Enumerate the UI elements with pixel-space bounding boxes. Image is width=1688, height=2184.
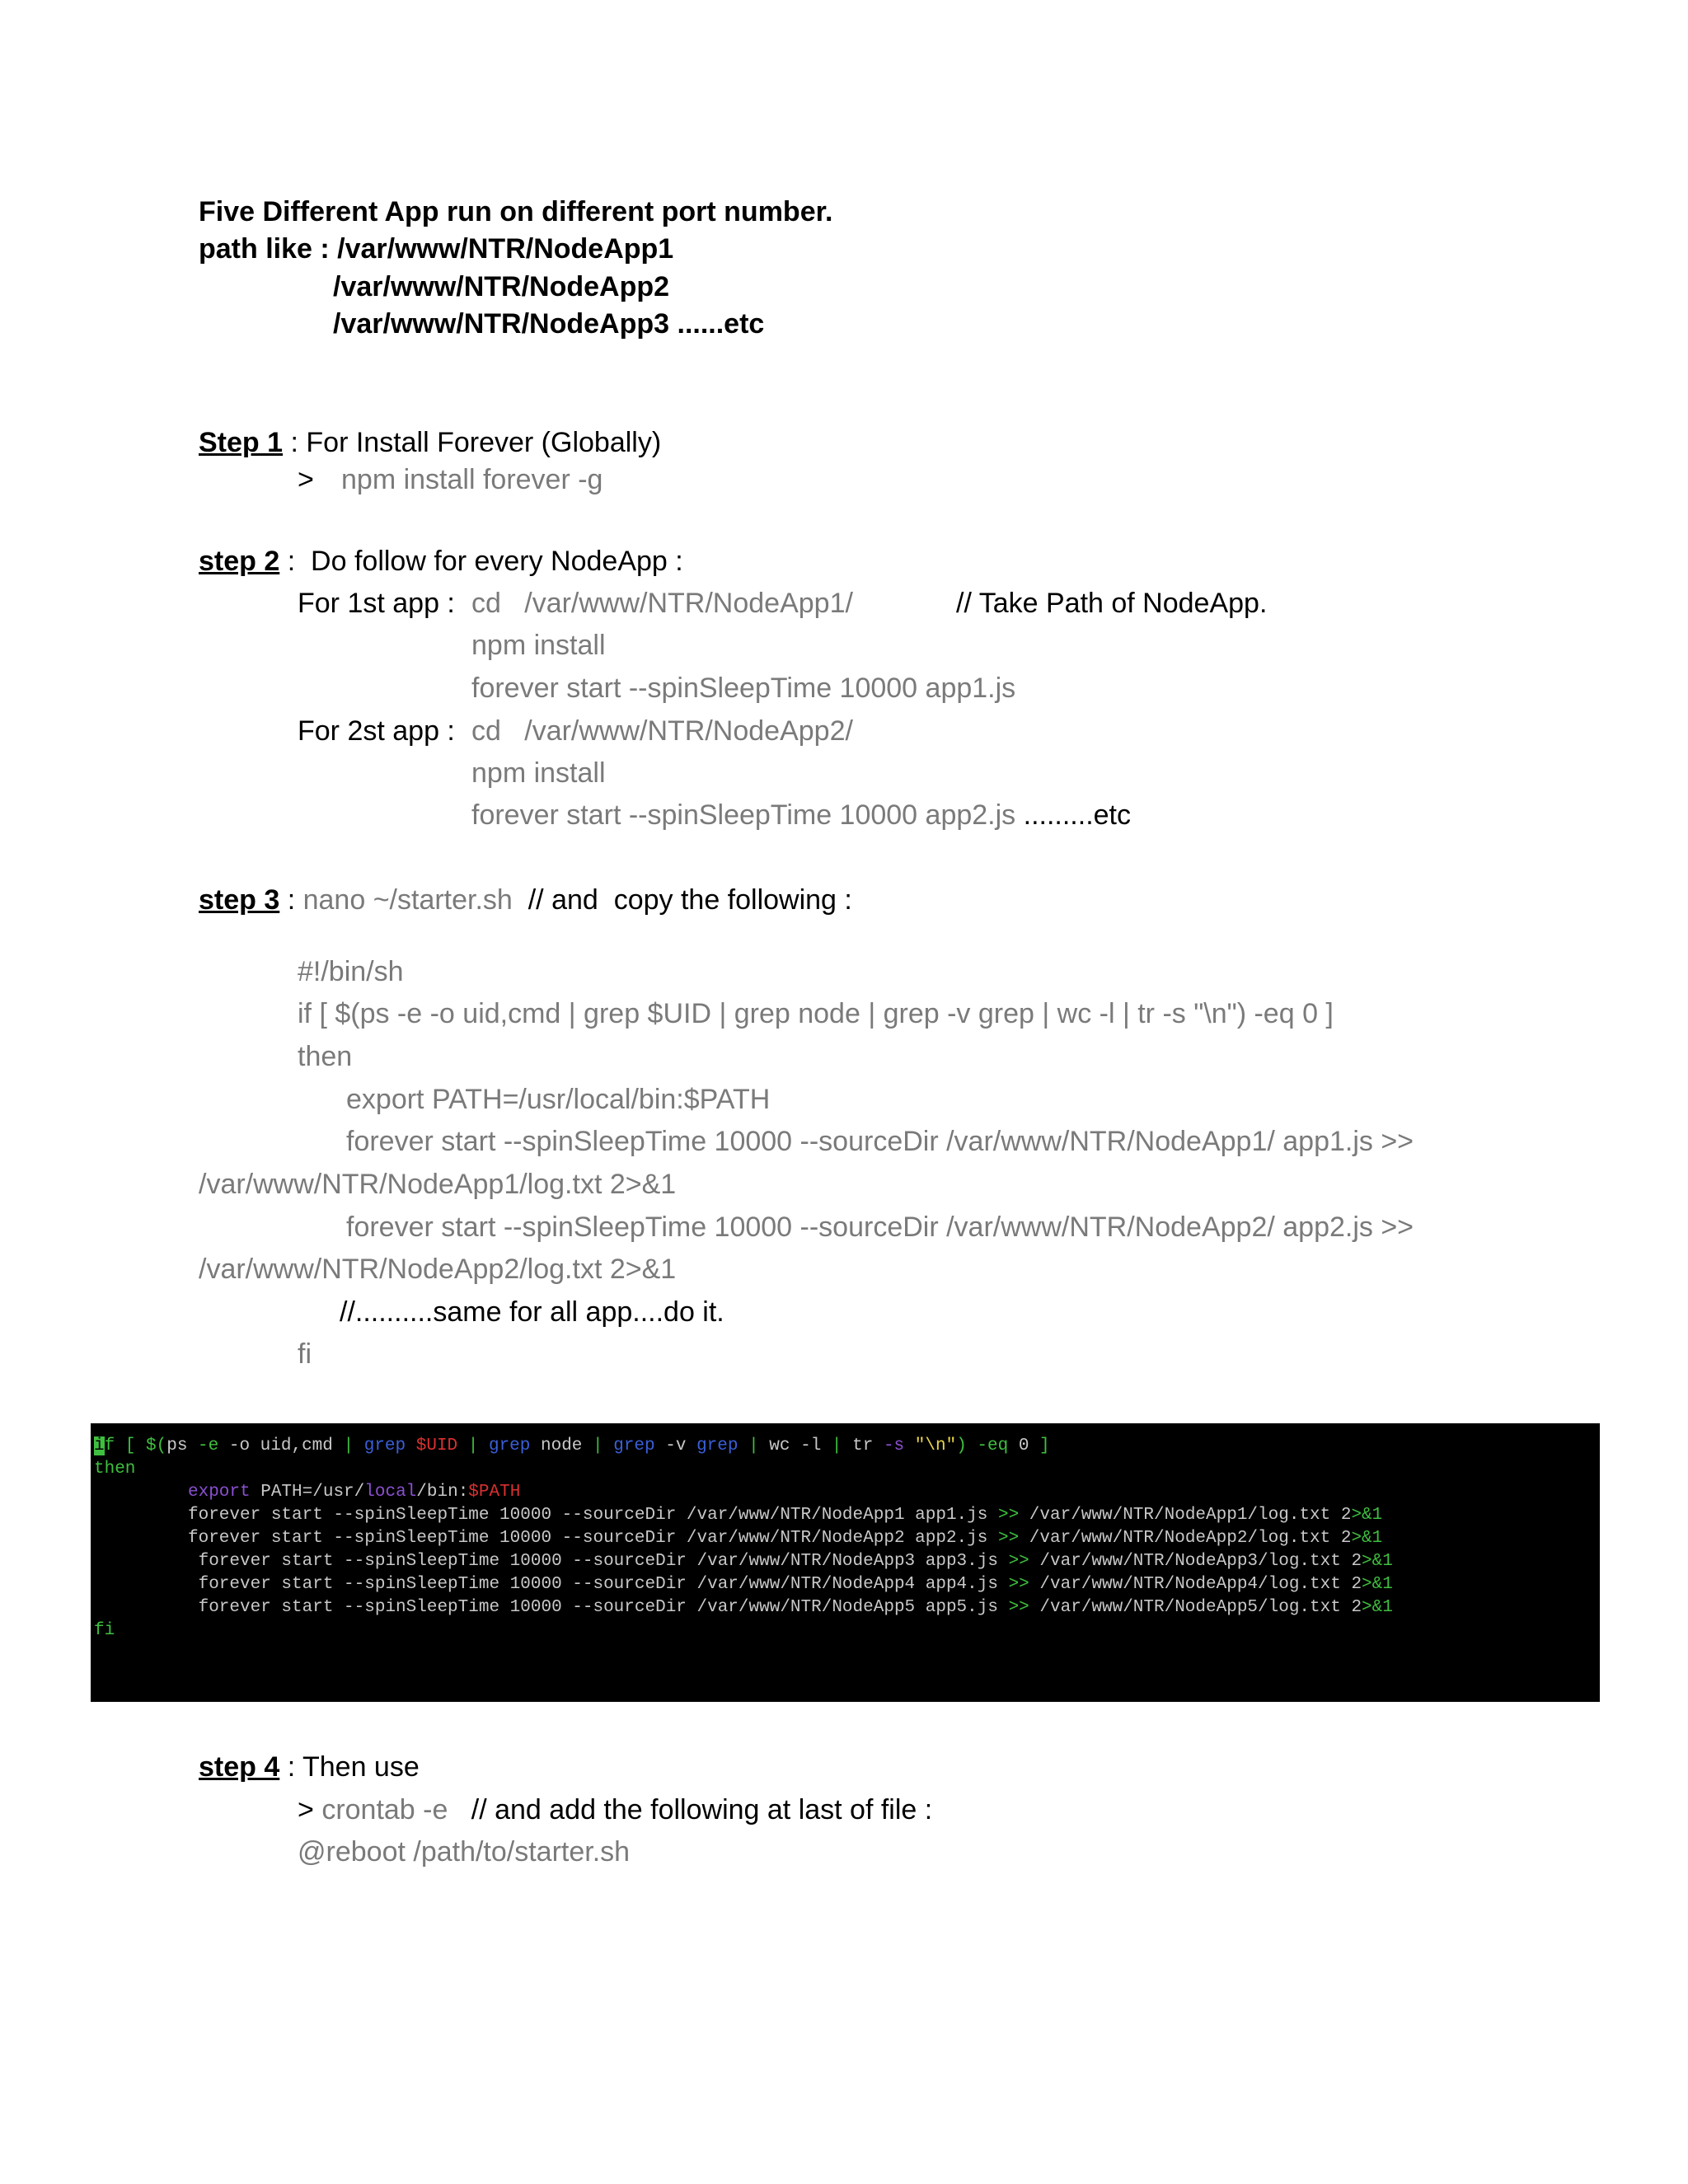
step1-label: Step 1 xyxy=(199,427,284,458)
script-line: then xyxy=(298,1041,353,1072)
terminal-token: >> xyxy=(997,1529,1020,1548)
terminal-token: >> xyxy=(1008,1598,1029,1617)
terminal-token: -eq xyxy=(977,1436,1009,1455)
terminal-token: grep xyxy=(696,1436,738,1455)
app2-etc: .........etc xyxy=(1015,799,1132,831)
terminal-token: grep xyxy=(354,1436,416,1455)
terminal-token: $PATH xyxy=(468,1483,521,1502)
step3-heading xyxy=(199,884,852,916)
terminal-token: >> xyxy=(1008,1552,1029,1571)
terminal-token: grep xyxy=(478,1436,531,1455)
terminal-token: $UID xyxy=(415,1436,458,1455)
script-line: /var/www/NTR/NodeApp2/log.txt 2>&1 xyxy=(199,1254,677,1285)
script-line: forever start --spinSleepTime 10000 --sourceDir /var/www/NTR/NodeApp2/ app2.js >> xyxy=(346,1212,1414,1243)
terminal-line-if xyxy=(94,1435,1050,1458)
step1-heading xyxy=(199,427,661,459)
terminal-token: >&1 xyxy=(1362,1552,1393,1571)
step2-desc: : Do follow for every NodeApp : xyxy=(279,546,683,577)
terminal-line-then: then xyxy=(94,1460,136,1479)
terminal-screenshot xyxy=(91,1423,1600,1702)
terminal-token: | xyxy=(343,1436,354,1455)
step3-command: nano ~/starter.sh xyxy=(302,884,513,916)
terminal-line-forever xyxy=(188,1504,1382,1527)
terminal-token: >> xyxy=(1008,1575,1029,1594)
step4-prompt: > xyxy=(298,1794,322,1825)
terminal-token: /usr/ xyxy=(312,1483,365,1502)
step4-command-line xyxy=(298,1794,932,1826)
terminal-token: 0 xyxy=(1008,1436,1040,1455)
terminal-token: >> xyxy=(997,1506,1020,1525)
app2-cd-command: cd /var/www/NTR/NodeApp2/ xyxy=(471,715,853,747)
script-line: export PATH=/usr/local/bin:$PATH xyxy=(346,1084,771,1115)
terminal-token: >&1 xyxy=(1362,1598,1393,1617)
terminal-token: >&1 xyxy=(1351,1506,1383,1525)
app2-label: For 2st app : xyxy=(298,715,455,747)
terminal-line-forever xyxy=(188,1573,1393,1596)
terminal-token: forever start --spinSleepTime 10000 --sourceDir /var/www/NTR/NodeApp2 app2.js xyxy=(188,1529,998,1548)
terminal-token: wc -l xyxy=(758,1436,832,1455)
path-line: /var/www/NTR/NodeApp3 ......etc xyxy=(333,308,765,340)
app2-npm-install: npm install xyxy=(471,757,606,789)
terminal-token: >&1 xyxy=(1362,1575,1393,1594)
terminal-token: node xyxy=(530,1436,593,1455)
step1-command: npm install forever -g xyxy=(341,464,603,495)
terminal-token: "\n" xyxy=(904,1436,957,1455)
step3-label: step 3 xyxy=(199,884,280,916)
terminal-token: | xyxy=(457,1436,479,1455)
terminal-token: grep xyxy=(603,1436,655,1455)
terminal-token: >&1 xyxy=(1351,1529,1383,1548)
step4-command: crontab -e xyxy=(321,1794,448,1825)
terminal-token: f [ $( xyxy=(104,1436,167,1455)
terminal-token: | xyxy=(831,1436,842,1455)
terminal-token: | xyxy=(738,1436,759,1455)
path-line: path like : /var/www/NTR/NodeApp1 xyxy=(199,233,674,265)
app1-label: For 1st app : xyxy=(298,588,455,619)
terminal-token: /var/www/NTR/NodeApp1/log.txt 2 xyxy=(1019,1506,1352,1525)
script-line: if [ $(ps -e -o uid,cmd | grep $UID | grep node | grep -v grep | wc -l | tr -s "\n") -eq 0 ] xyxy=(298,998,1334,1029)
step2-heading xyxy=(199,546,683,578)
step1-desc: : For Install Forever (Globally) xyxy=(283,427,662,458)
terminal-token: export xyxy=(188,1483,251,1502)
step1-prompt: > xyxy=(298,464,314,495)
step3-comment: // and copy the following : xyxy=(512,884,852,916)
terminal-token: forever start --spinSleepTime 10000 --sourceDir /var/www/NTR/NodeApp5 app5.js xyxy=(188,1598,1009,1617)
terminal-line-forever xyxy=(188,1596,1393,1619)
app2-forever-line xyxy=(471,799,1131,832)
terminal-token: /var/www/NTR/NodeApp5/log.txt 2 xyxy=(1029,1598,1362,1617)
step3-sep: : xyxy=(279,884,303,916)
terminal-line-fi: fi xyxy=(94,1621,115,1640)
title-line: Five Different App run on different port number. xyxy=(199,196,833,227)
terminal-token: forever start --spinSleepTime 10000 --sourceDir /var/www/NTR/NodeApp3 app3.js xyxy=(188,1552,1009,1571)
terminal-token: ps xyxy=(166,1436,199,1455)
terminal-token: -e xyxy=(198,1436,219,1455)
terminal-line-export xyxy=(188,1481,520,1504)
path-line: /var/www/NTR/NodeApp2 xyxy=(333,271,670,302)
app2-forever-start: forever start --spinSleepTime 10000 app2.js xyxy=(471,799,1016,831)
terminal-token: /var/www/NTR/NodeApp3/log.txt 2 xyxy=(1029,1552,1362,1571)
step4-desc: : Then use xyxy=(279,1751,420,1783)
terminal-token: forever start --spinSleepTime 10000 --sourceDir /var/www/NTR/NodeApp4 app4.js xyxy=(188,1575,1009,1594)
terminal-cursor: i xyxy=(94,1436,105,1455)
app1-comment: // Take Path of NodeApp. xyxy=(956,588,1268,619)
terminal-token: -o uid,cmd xyxy=(218,1436,344,1455)
terminal-line-forever xyxy=(188,1527,1382,1550)
terminal-token: tr xyxy=(842,1436,884,1455)
terminal-line-forever xyxy=(188,1550,1393,1573)
terminal-token: ] xyxy=(1039,1436,1050,1455)
app1-npm-install: npm install xyxy=(471,630,606,661)
script-comment: //..........same for all app....do it. xyxy=(340,1296,724,1328)
terminal-token: /var/www/NTR/NodeApp4/log.txt 2 xyxy=(1029,1575,1362,1594)
terminal-token: PATH= xyxy=(250,1483,313,1502)
step4-comment: // and add the following at last of file : xyxy=(448,1794,933,1825)
terminal-token: forever start --spinSleepTime 10000 --sourceDir /var/www/NTR/NodeApp1 app1.js xyxy=(188,1506,998,1525)
script-line: /var/www/NTR/NodeApp1/log.txt 2>&1 xyxy=(199,1169,677,1200)
step4-cron-entry: @reboot /path/to/starter.sh xyxy=(298,1836,631,1868)
step4-label: step 4 xyxy=(199,1751,280,1783)
script-line: fi xyxy=(298,1338,312,1370)
app1-cd-command: cd /var/www/NTR/NodeApp1/ xyxy=(471,588,853,619)
script-line: forever start --spinSleepTime 10000 --sourceDir /var/www/NTR/NodeApp1/ app1.js >> xyxy=(346,1126,1414,1157)
terminal-token: /var/www/NTR/NodeApp2/log.txt 2 xyxy=(1019,1529,1352,1548)
terminal-token: -v xyxy=(654,1436,697,1455)
step2-label: step 2 xyxy=(199,546,280,577)
step4-heading xyxy=(199,1751,420,1783)
script-line: #!/bin/sh xyxy=(298,956,404,987)
terminal-token: local xyxy=(364,1483,417,1502)
terminal-token: -s xyxy=(883,1436,905,1455)
terminal-token: /bin: xyxy=(416,1483,469,1502)
app1-forever-start: forever start --spinSleepTime 10000 app1.js xyxy=(471,673,1016,704)
terminal-token: | xyxy=(593,1436,603,1455)
terminal-token: ) xyxy=(956,1436,978,1455)
